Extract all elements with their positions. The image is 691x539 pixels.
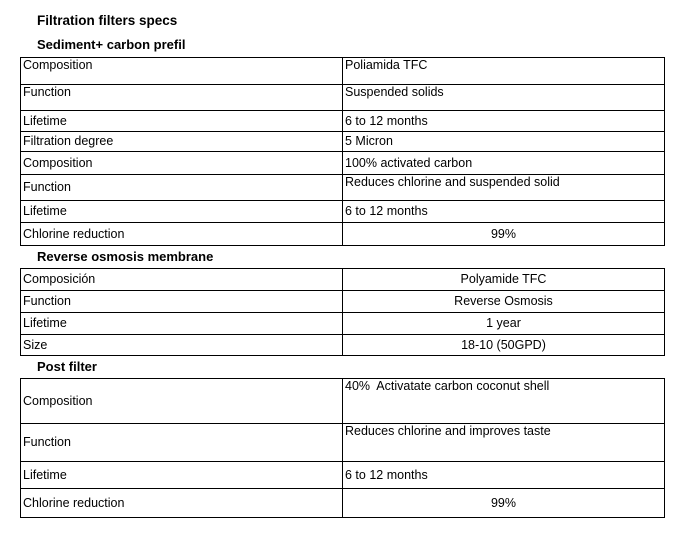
reverse-osmosis-membrane-table (20, 268, 665, 356)
row-label: Composition (21, 152, 343, 175)
row-value: 40% Activatate carbon coconut shell (343, 379, 665, 424)
row-label: Composición (21, 269, 343, 291)
section-heading-reverse-osmosis-membrane: Reverse osmosis membrane (37, 249, 214, 264)
table-row (21, 58, 665, 85)
row-label: Function (21, 85, 343, 111)
row-value: 6 to 12 months (343, 462, 665, 489)
row-label: Size (21, 335, 343, 356)
section-heading-post-filter: Post filter (37, 359, 97, 374)
table-row (21, 132, 665, 152)
table-row (21, 201, 665, 223)
row-label: Function (21, 291, 343, 313)
table-row (21, 85, 665, 111)
table-row (21, 111, 665, 132)
row-label: Chlorine reduction (21, 489, 343, 518)
row-label: Lifetime (21, 111, 343, 132)
table-row (21, 269, 665, 291)
row-value: 1 year (343, 313, 665, 335)
row-value: 99% (343, 223, 665, 246)
row-value: 6 to 12 months (343, 111, 665, 132)
table-row (21, 152, 665, 175)
row-value: Reduces chlorine and suspended solid (343, 175, 665, 201)
post-filter-table (20, 378, 665, 518)
row-label: Lifetime (21, 462, 343, 489)
sediment-carbon-prefil-table (20, 57, 665, 246)
table-row (21, 462, 665, 489)
row-label: Lifetime (21, 201, 343, 223)
row-value: 99% (343, 489, 665, 518)
row-value: 5 Micron (343, 132, 665, 152)
row-label: Filtration degree (21, 132, 343, 152)
section-heading-sediment-carbon-prefil: Sediment+ carbon prefil (37, 37, 186, 52)
row-label: Composition (21, 379, 343, 424)
table-row (21, 313, 665, 335)
row-value: Polyamide TFC (343, 269, 665, 291)
row-value: 18-10 (50GPD) (343, 335, 665, 356)
row-value: Reduces chlorine and improves taste (343, 424, 665, 462)
row-value: Reverse Osmosis (343, 291, 665, 313)
row-label: Lifetime (21, 313, 343, 335)
row-value: Poliamida TFC (343, 58, 665, 85)
table-row (21, 489, 665, 518)
row-label: Composition (21, 58, 343, 85)
row-label: Function (21, 175, 343, 201)
table-row (21, 175, 665, 201)
table-row (21, 335, 665, 356)
row-label: Function (21, 424, 343, 462)
row-value: 6 to 12 months (343, 201, 665, 223)
row-label: Chlorine reduction (21, 223, 343, 246)
table-row (21, 379, 665, 424)
table-row (21, 291, 665, 313)
table-row (21, 223, 665, 246)
table-row (21, 424, 665, 462)
document-title: Filtration filters specs (37, 13, 178, 28)
row-value: Suspended solids (343, 85, 665, 111)
row-value: 100% activated carbon (343, 152, 665, 175)
